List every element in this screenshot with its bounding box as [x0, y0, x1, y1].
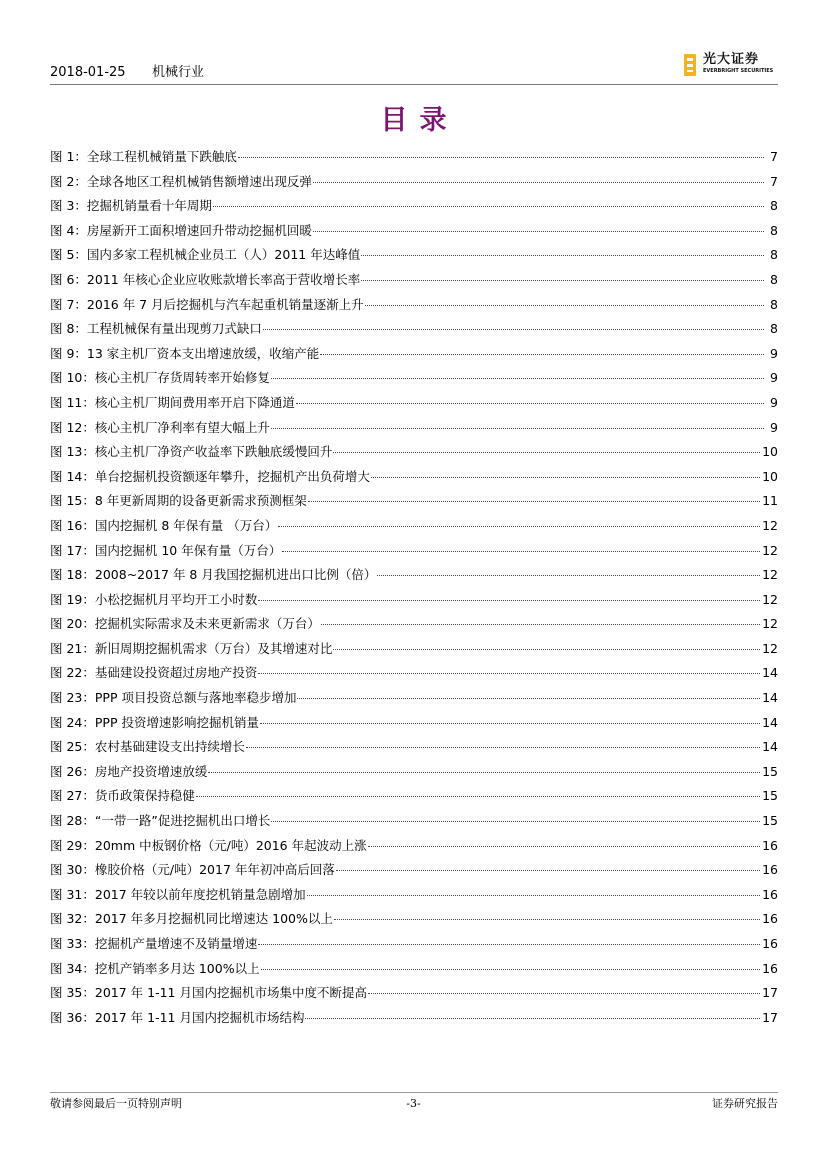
toc-entry-label: 图 13：核心主机厂净资产收益率下跌触底缓慢回升 — [50, 444, 333, 460]
footer-disclaimer: 敬请参阅最后一页特别声明 — [50, 1097, 182, 1110]
toc-entry[interactable] — [50, 148, 778, 173]
toc-leader-dots — [336, 870, 760, 871]
toc-entry-page: 14 — [762, 665, 778, 681]
logo-mark-icon — [684, 54, 696, 76]
toc-entry[interactable] — [50, 763, 778, 788]
toc-leader-dots — [208, 772, 760, 773]
toc-entry[interactable] — [50, 271, 778, 296]
toc-leader-dots — [361, 255, 764, 256]
toc-entry-label: 图 23：PPP 项目投资总额与落地率稳步增加 — [50, 690, 297, 706]
industry-name: 机械行业 — [152, 65, 205, 80]
toc-entry-label: 图 17：国内挖掘机 10 年保有量（万台） — [50, 542, 282, 558]
toc-entry-label: 图 20：挖掘机实际需求及未来更新需求（万台） — [50, 616, 320, 632]
toc-entry-label: 图 5：国内多家工程机械企业员工（人）2011 年达峰值 — [50, 247, 361, 263]
toc-leader-dots — [307, 895, 760, 896]
toc-entry-page: 9 — [770, 419, 778, 435]
toc-entry-label: 图 11：核心主机厂期间费用率开启下降通道 — [50, 394, 295, 410]
toc-entry[interactable] — [50, 246, 778, 271]
toc-entry-label: 图 33：挖掘机产量增速不及销量增速 — [50, 936, 258, 951]
logo-text-en: EVERBRIGHT SECURITIES — [703, 68, 774, 74]
toc-entry[interactable] — [50, 492, 778, 517]
toc-entry-label: 图 21：新旧周期挖掘机需求（万台）及其增速对比 — [50, 640, 333, 656]
toc-entry-label: 图 14：单台挖掘机投资额逐年攀升，挖掘机产出负荷增大 — [50, 468, 370, 484]
toc-leader-dots — [271, 378, 764, 379]
toc-leader-dots — [308, 501, 760, 502]
toc-entry-page: 16 — [762, 936, 778, 951]
toc-leader-dots — [334, 919, 760, 920]
toc-entry-label: 图 25：农村基础建设支出持续增长 — [50, 739, 245, 755]
toc-entry[interactable] — [50, 812, 778, 837]
toc-entry-label: 图 12：核心主机厂净利率有望大幅上升 — [50, 419, 270, 435]
toc-entry-page: 12 — [762, 640, 778, 656]
toc-entry-label: 图 8：工程机械保有量出现剪刀式缺口 — [50, 321, 262, 337]
toc-entry-label: 图 3：挖掘机销量看十年周期 — [50, 198, 212, 214]
toc-leader-dots — [258, 600, 760, 601]
toc-leader-dots — [377, 575, 760, 576]
toc-leader-dots — [333, 649, 760, 650]
report-date: 2018-01-25 — [50, 65, 126, 80]
toc-entry[interactable] — [50, 517, 778, 542]
toc-entry-page: 12 — [762, 542, 778, 558]
toc-entry-label: 图 18：2008~2017 年 8 月我国挖掘机进出口比例（倍） — [50, 567, 377, 583]
toc-entry-page: 11 — [762, 493, 778, 509]
toc-leader-dots — [321, 624, 760, 625]
toc-entry-page: 17 — [762, 985, 778, 1001]
toc-entry[interactable] — [50, 615, 778, 640]
toc-leader-dots — [333, 452, 760, 453]
table-of-figures — [50, 148, 778, 1033]
toc-entry[interactable] — [50, 664, 778, 689]
toc-leader-dots — [361, 280, 764, 281]
toc-entry-page: 8 — [770, 247, 778, 263]
toc-entry[interactable] — [50, 320, 778, 345]
toc-entry[interactable] — [50, 394, 778, 419]
toc-entry-page: 8 — [770, 296, 778, 312]
toc-entry-page: 14 — [762, 739, 778, 755]
toc-entry-page: 16 — [762, 862, 778, 878]
toc-entry-label: 图 34：挖机产销率多月达 100%以上 — [50, 960, 260, 976]
toc-leader-dots — [313, 182, 764, 183]
toc-entry-page: 7 — [770, 173, 778, 189]
toc-entry[interactable] — [50, 296, 778, 321]
toc-leader-dots — [263, 329, 764, 330]
toc-entry-label: 图 27：货币政策保持稳健 — [50, 788, 195, 804]
toc-entry-label: 图 1：全球工程机械销量下跌触底 — [50, 149, 237, 164]
toc-entry[interactable] — [50, 1009, 778, 1034]
toc-entry-label: 图 6：2011 年核心企业应收账款增长率高于营收增长率 — [50, 271, 361, 287]
logo-text-cn: 光大证券 — [703, 52, 760, 67]
toc-entry-page: 8 — [770, 271, 778, 287]
toc-entry-page: 16 — [762, 960, 778, 976]
toc-entry-page: 7 — [770, 149, 778, 164]
toc-leader-dots — [238, 157, 764, 158]
toc-entry-label: 图 16：国内挖掘机 8 年保有量 （万台） — [50, 517, 278, 533]
company-logo — [684, 52, 784, 78]
toc-entry-label: 图 28：“一带一路”促进挖掘机出口增长 — [50, 813, 271, 829]
toc-entry-page: 16 — [762, 911, 778, 927]
toc-entry-page: 15 — [762, 788, 778, 804]
toc-entry-page: 17 — [762, 1009, 778, 1025]
toc-entry-label: 图 2：全球各地区工程机械销售额增速出现反弹 — [50, 173, 312, 189]
toc-entry-page: 8 — [770, 198, 778, 214]
toc-entry-page: 15 — [762, 813, 778, 829]
toc-entry[interactable] — [50, 886, 778, 911]
footer-page-number: -3- — [406, 1097, 421, 1110]
toc-entry-page: 14 — [762, 690, 778, 706]
toc-leader-dots — [368, 846, 760, 847]
toc-entry[interactable] — [50, 787, 778, 812]
page-title: 目录 — [380, 105, 459, 136]
toc-entry[interactable] — [50, 910, 778, 935]
toc-entry-label: 图 9：13 家主机厂资本支出增速放缓，收缩产能 — [50, 345, 320, 361]
toc-entry-label: 图 15：8 年更新周期的设备更新需求预测框架 — [50, 493, 307, 509]
toc-entry-page: 10 — [762, 468, 778, 484]
toc-entry[interactable] — [50, 837, 778, 862]
toc-leader-dots — [246, 747, 760, 748]
toc-leader-dots — [282, 551, 760, 552]
toc-entry[interactable] — [50, 369, 778, 394]
toc-entry-label: 图 4：房屋新开工面积增速回升带动挖掘机回暖 — [50, 222, 312, 238]
toc-leader-dots — [320, 354, 764, 355]
toc-entry[interactable] — [50, 984, 778, 1009]
toc-entry-page: 8 — [770, 321, 778, 337]
toc-entry[interactable] — [50, 443, 778, 468]
toc-leader-dots — [278, 526, 760, 527]
header-divider — [50, 84, 778, 85]
toc-leader-dots — [368, 993, 760, 994]
toc-leader-dots — [258, 673, 760, 674]
toc-entry-label: 图 36：2017 年 1-11 月国内挖掘机市场结构 — [50, 1009, 305, 1025]
toc-leader-dots — [213, 206, 764, 207]
toc-entry-label: 图 29：20mm 中板钢价格（元/吨）2016 年起波动上涨 — [50, 837, 367, 853]
toc-entry[interactable] — [50, 345, 778, 370]
toc-entry[interactable] — [50, 960, 778, 985]
toc-leader-dots — [313, 231, 764, 232]
toc-entry-label: 图 32：2017 年多月挖掘机同比增速达 100%以上 — [50, 911, 333, 927]
toc-entry-page: 9 — [770, 345, 778, 361]
toc-leader-dots — [261, 969, 761, 970]
toc-leader-dots — [365, 305, 764, 306]
toc-entry-page: 12 — [762, 616, 778, 632]
toc-leader-dots — [296, 403, 764, 404]
toc-entry-label: 图 19：小松挖掘机月平均开工小时数 — [50, 591, 258, 607]
toc-entry-page: 12 — [762, 517, 778, 533]
toc-entry[interactable] — [50, 222, 778, 247]
toc-entry[interactable] — [50, 468, 778, 493]
toc-entry-label: 图 31：2017 年较以前年度挖机销量急剧增加 — [50, 886, 306, 902]
toc-entry[interactable] — [50, 738, 778, 763]
toc-entry-page: 16 — [762, 837, 778, 853]
toc-entry-page: 14 — [762, 714, 778, 730]
toc-entry[interactable] — [50, 419, 778, 444]
toc-entry-label: 图 7：2016 年 7 月后挖掘机与汽车起重机销量逐渐上升 — [50, 296, 364, 312]
footer-report-type: 证券研究报告 — [712, 1097, 778, 1110]
toc-entry-label: 图 10：核心主机厂存货周转率开始修复 — [50, 370, 270, 386]
toc-entry-label: 图 24：PPP 投资增速影响挖掘机销量 — [50, 714, 259, 730]
toc-leader-dots — [297, 698, 760, 699]
toc-entry-label: 图 26：房地产投资增速放缓 — [50, 763, 208, 779]
toc-entry[interactable] — [50, 640, 778, 665]
toc-entry[interactable] — [50, 714, 778, 739]
toc-entry[interactable] — [50, 173, 778, 198]
toc-leader-dots — [271, 428, 764, 429]
toc-entry-page: 15 — [762, 763, 778, 779]
toc-leader-dots — [196, 796, 760, 797]
toc-entry-label: 图 30：橡胶价格（元/吨）2017 年年初冲高后回落 — [50, 862, 335, 878]
footer-divider — [50, 1092, 778, 1093]
toc-leader-dots — [271, 821, 760, 822]
toc-entry-page: 12 — [762, 591, 778, 607]
toc-entry-page: 16 — [762, 886, 778, 902]
page-header — [50, 66, 778, 80]
toc-entry-page: 12 — [762, 567, 778, 583]
toc-entry-label: 图 35：2017 年 1-11 月国内挖掘机市场集中度不断提高 — [50, 985, 367, 1001]
toc-entry[interactable] — [50, 566, 778, 591]
toc-entry[interactable] — [50, 935, 778, 960]
toc-entry[interactable] — [50, 542, 778, 567]
toc-entry-page: 10 — [762, 444, 778, 460]
toc-entry-page: 9 — [770, 370, 778, 386]
toc-leader-dots — [258, 944, 760, 945]
toc-entry-page: 9 — [770, 394, 778, 410]
toc-entry-label: 图 22：基础建设投资超过房地产投资 — [50, 665, 258, 681]
toc-leader-dots — [305, 1018, 760, 1019]
toc-leader-dots — [260, 723, 760, 724]
toc-entry[interactable] — [50, 689, 778, 714]
toc-entry-page: 8 — [770, 222, 778, 238]
toc-entry[interactable] — [50, 591, 778, 616]
toc-entry[interactable] — [50, 861, 778, 886]
toc-leader-dots — [371, 477, 760, 478]
toc-entry[interactable] — [50, 197, 778, 222]
